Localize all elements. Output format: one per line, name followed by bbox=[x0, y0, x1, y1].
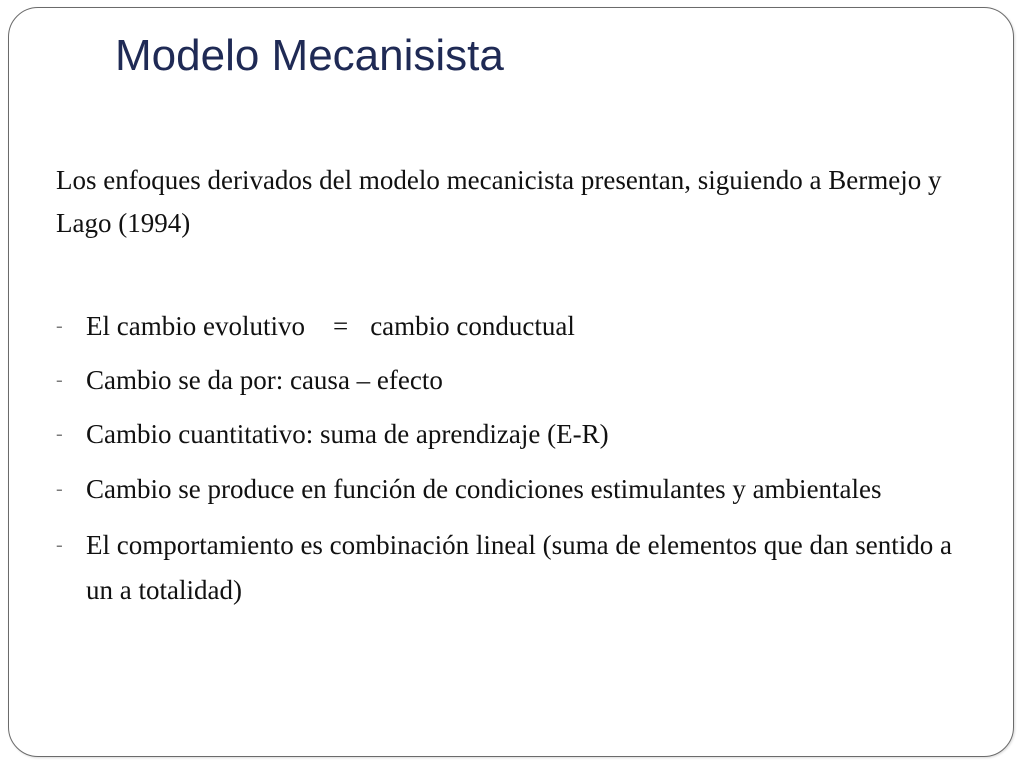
list-item bbox=[56, 305, 976, 348]
bullet-marker: - bbox=[56, 534, 63, 556]
list-item bbox=[56, 413, 976, 456]
bullet-marker: - bbox=[56, 478, 63, 500]
list-item bbox=[56, 467, 976, 512]
slide-title: Modelo Mecanisista bbox=[115, 31, 504, 80]
bullet-text: Cambio cuantitativo: suma de aprendizaje (E-R) bbox=[86, 419, 609, 449]
bullet-right-text: cambio conductual bbox=[370, 311, 575, 341]
bullet-marker: - bbox=[56, 423, 63, 445]
bullet-text: El comportamiento es combinación lineal (suma de elementos que dan sentido a un a totalidad) bbox=[86, 530, 952, 605]
bullet-left-text: El cambio evolutivo bbox=[86, 311, 305, 341]
bullet-text: Cambio se produce en función de condiciones estimulantes y ambientales bbox=[86, 474, 882, 504]
list-item bbox=[56, 523, 976, 613]
bullet-marker: - bbox=[56, 315, 63, 337]
bullet-list bbox=[56, 305, 976, 624]
intro-paragraph: Los enfoques derivados del modelo mecanicista presentan, siguiendo a Bermejo y Lago (1994) bbox=[56, 165, 942, 238]
equals-sign: = bbox=[332, 311, 349, 341]
bullet-text: Cambio se da por: causa – efecto bbox=[86, 365, 443, 395]
list-item bbox=[56, 359, 976, 402]
bullet-marker: - bbox=[56, 369, 63, 391]
